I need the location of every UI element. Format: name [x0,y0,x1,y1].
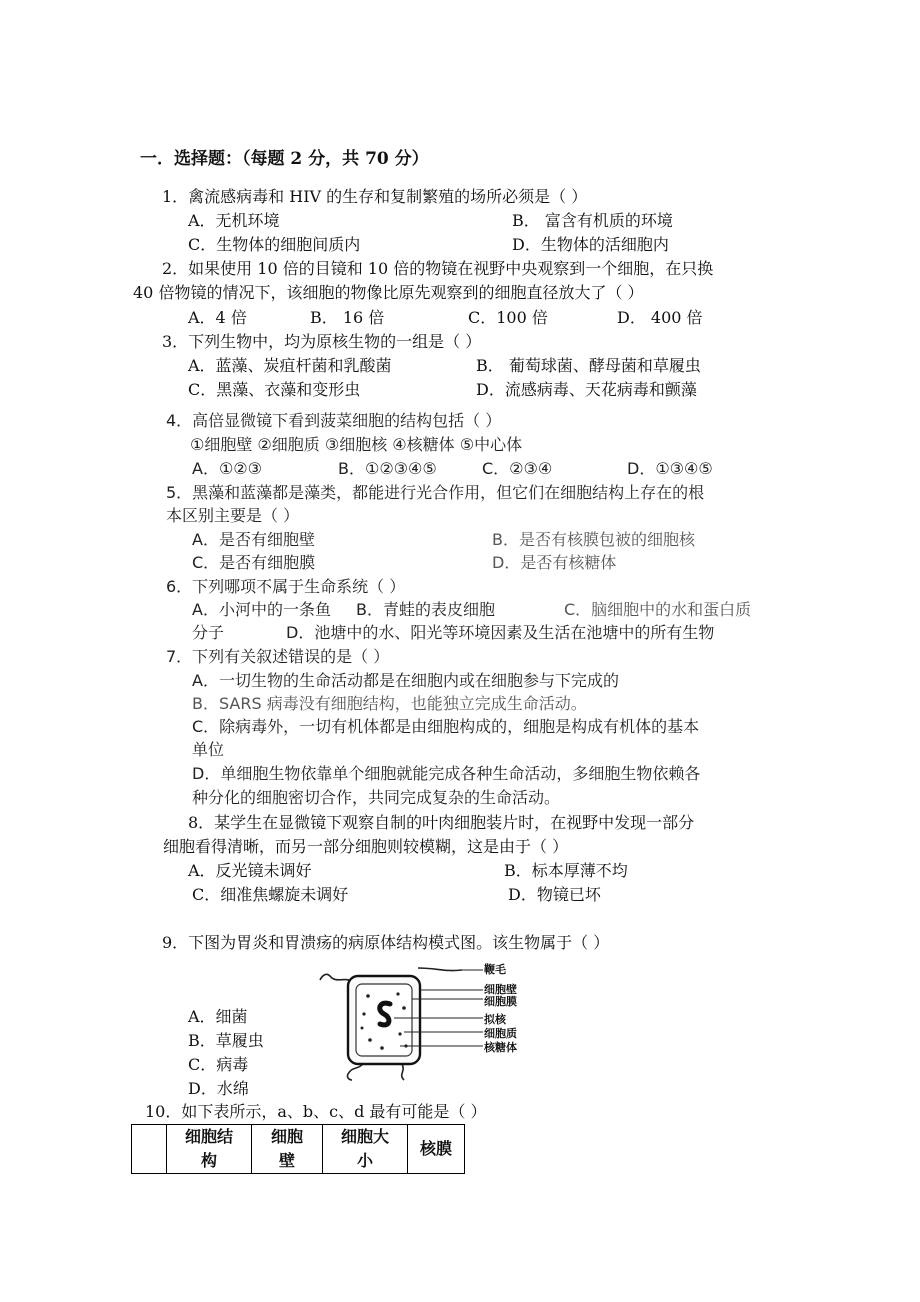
q7-option-c-line1: C．除病毒外，一切有机体都是由细胞构成的，细胞是构成有机体的基本 [192,717,700,736]
q8-option-c: C．细准焦螺旋未调好 [192,885,349,904]
q8-option-a: A．反光镜未调好 [188,861,312,880]
q6-option-b: B．青蛙的表皮细胞 [356,600,495,619]
q6-option-c-cont: 分子 [192,623,225,642]
q2-option-d: D． 400 倍 [617,308,703,327]
cell-membrane-shape [356,984,412,1056]
q1-option-d: D．生物体的活细胞内 [512,235,669,254]
q4-option-b: B．①②③④⑤ [338,459,437,478]
q4-option-a: A．①②③ [192,459,262,478]
q9-stem: 9．下图为胃炎和胃溃疡的病原体结构模式图。该生物属于（ ） [162,933,610,952]
q3-stem: 3．下列生物中，均为原核生物的一组是（ ） [162,332,482,351]
q5-stem-line1: 5．黑藻和蓝藻都是藻类，都能进行光合作用，但它们在细胞结构上存在的根 [166,483,705,502]
q7-option-c-line2: 单位 [192,740,225,759]
q5-option-d: D．是否有核糖体 [492,553,617,572]
q5-option-a: A．是否有细胞壁 [192,530,315,549]
q8-stem-line1: 8．某学生在显微镜下观察自制的叶肉细胞装片时，在视野中发现一部分 [188,813,695,832]
flagellum-bottom-right [402,1064,404,1080]
q7-stem: 7．下列有关叙述错误的是（ ） [166,647,390,666]
label-cell-wall: 细胞壁 [484,983,517,996]
label-nucleoid: 拟核 [484,1013,506,1026]
q3-option-d: D．流感病毒、天花病毒和颤藻 [476,380,697,399]
label-cytoplasm: 细胞质 [484,1027,517,1040]
q5-option-c: C．是否有细胞膜 [192,553,316,572]
table-header-cell-size: 细胞大小 [323,1125,408,1174]
q1-option-b: B． 富含有机质的环境 [512,211,673,230]
q9-option-d: D．水绵 [188,1079,249,1098]
bacterium-diagram [318,962,488,1084]
q5-option-b: B．是否有核膜包被的细胞核 [492,530,695,549]
flagellum-top [418,968,462,971]
label-ribosome: 核糖体 [484,1041,517,1054]
q6-stem: 6．下列哪项不属于生命系统（ ） [166,577,406,596]
q6-option-c: C．脑细胞中的水和蛋白质 [564,600,752,619]
q10-table [131,1124,465,1174]
q9-option-b: B．草履虫 [188,1031,264,1050]
table-header-blank [132,1125,167,1174]
q4-option-c: C．②③④ [482,459,553,478]
q1-option-c: C．生物体的细胞间质内 [188,235,361,254]
q9-option-c: C．病毒 [188,1055,249,1074]
q10-stem: 10．如下表所示，a、b、c、d 最有可能是（ ） [145,1102,487,1121]
q4-stem: 4．高倍显微镜下看到菠菜细胞的结构包括（ ） [166,411,502,430]
q3-option-b: B． 葡萄球菌、酵母菌和草履虫 [476,356,701,375]
q1-stem: 1．禽流感病毒和 HIV 的生存和复制繁殖的场所必须是（ ） [162,187,588,206]
q2-option-a: A．4 倍 [188,308,247,327]
q5-stem-line2: 本区别主要是（ ） [166,506,300,525]
q2-option-c: C．100 倍 [468,308,548,327]
q3-option-a: A．蓝藻、炭疽杆菌和乳酸菌 [188,356,392,375]
q7-option-d-line1: D．单细胞生物依靠单个细胞就能完成各种生命活动，多细胞生物依赖各 [192,764,701,783]
table-header-row [132,1125,465,1174]
q3-option-c: C．黑藻、衣藻和变形虫 [188,380,361,399]
q8-stem-line2: 细胞看得清晰，而另一部分细胞则较模糊，这是由于（ ） [163,837,569,856]
label-cell-membrane: 细胞膜 [484,995,517,1008]
label-flagellum: 鞭毛 [484,963,506,976]
q9-option-a: A．细菌 [188,1007,248,1026]
table-header-nuclear-membrane: 核膜 [408,1125,465,1174]
q6-option-a: A．小河中的一条鱼 [192,600,331,619]
q6-option-d: D．池塘中的水、阳光等环境因素及生活在池塘中的所有生物 [286,623,715,642]
table-header-cell-wall: 细胞壁 [252,1125,323,1174]
q7-option-d-line2: 种分化的细胞密切合作，共同完成复杂的生命活动。 [192,788,561,807]
q8-option-d: D．物镜已坏 [508,885,601,904]
q4-items: ①细胞壁 ②细胞质 ③细胞核 ④核糖体 ⑤中心体 [190,435,523,454]
q2-stem-line2: 40 倍物镜的情况下，该细胞的物像比原先观察到的细胞直径放大了（ ） [133,283,644,302]
flagellum-left [320,974,352,982]
table-header-cell-structure: 细胞结构 [167,1125,252,1174]
q2-stem-line1: 2．如果使用 10 倍的目镜和 10 倍的物镜在视野中央观察到一个细胞，在只换 [162,259,714,278]
q7-option-b: B．SARS 病毒没有细胞结构，也能独立完成生命活动。 [192,694,587,713]
section-title: 一．选择题：（每题 2 分，共 70 分） [140,149,429,169]
q7-option-a: A．一切生物的生命活动都是在细胞内或在细胞参与下完成的 [192,671,619,690]
q2-option-b: B． 16 倍 [310,308,385,327]
q1-option-a: A．无机环境 [188,211,280,230]
q8-option-b: B．标本厚薄不均 [504,861,628,880]
q4-option-d: D．①③④⑤ [627,459,713,478]
